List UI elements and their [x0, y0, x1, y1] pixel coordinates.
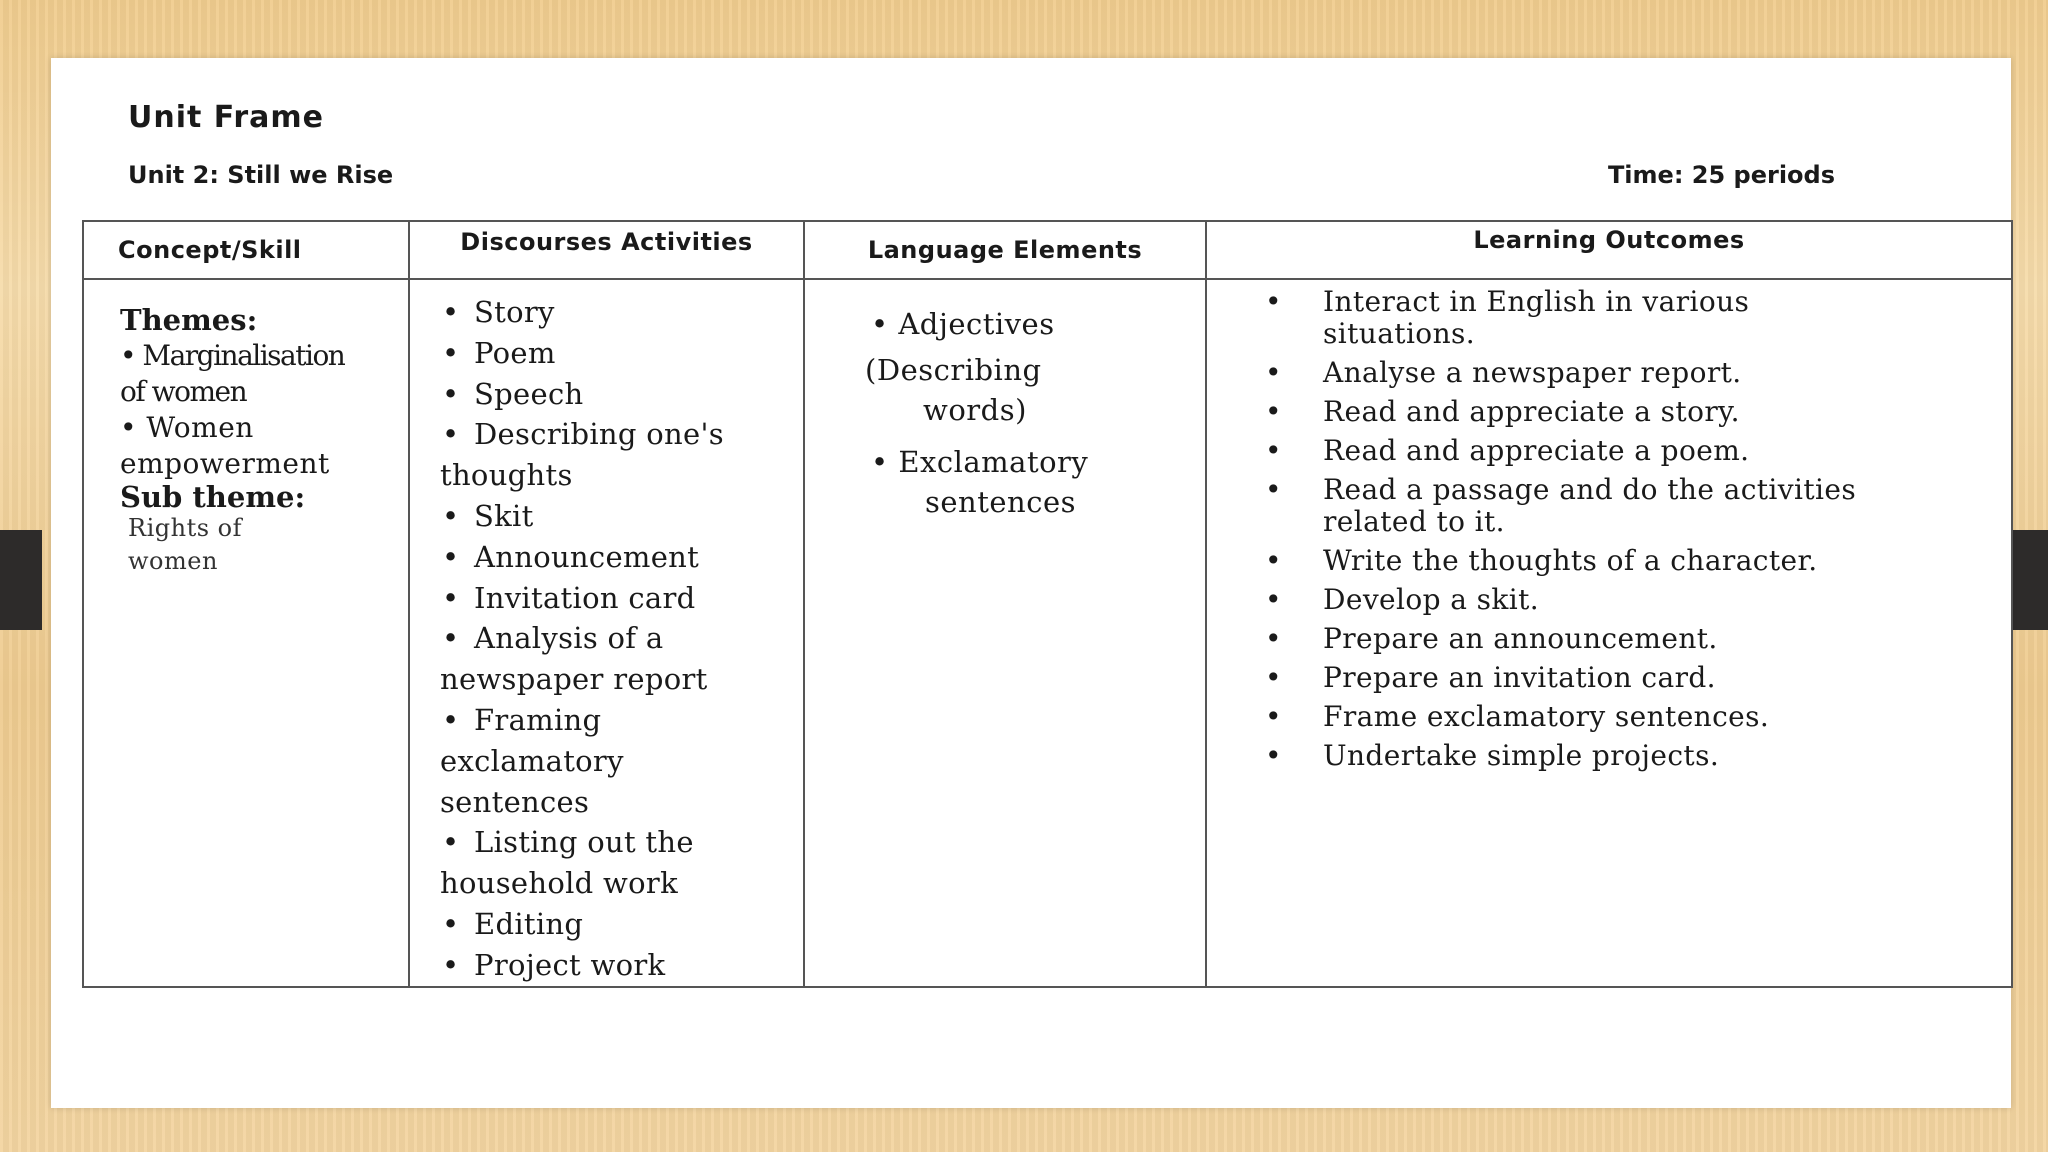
unit-frame-table	[82, 220, 2013, 988]
list-item: • Frame exclamatory sentences.	[1265, 700, 1770, 733]
learning-outcomes-cell	[1206, 279, 2012, 987]
document-title: Unit Frame	[128, 100, 325, 135]
sub-theme-label: Sub theme:	[120, 480, 306, 514]
list-item: • Write the thoughts of a character.	[1265, 544, 1818, 577]
sub-theme-line-1: Rights of	[128, 514, 242, 542]
concept-skill-cell	[83, 279, 409, 987]
list-item-continuation: sentences	[440, 784, 590, 819]
list-item-continuation: household work	[440, 866, 678, 901]
table-header-row	[83, 221, 2012, 279]
list-item: • Skit	[442, 498, 534, 533]
theme-empowerment-line-2: empowerment	[120, 447, 330, 480]
list-item: • Invitation card	[442, 580, 696, 615]
list-item: • Develop a skit.	[1265, 583, 1540, 616]
language-item-adjectives-cont-1: (Describing	[865, 353, 1042, 387]
sub-theme-line-2: women	[128, 547, 218, 575]
list-item: • Describing one's	[442, 417, 724, 452]
list-item: • Listing out the	[442, 825, 694, 860]
list-item: • Framing	[442, 702, 602, 737]
theme-marginalisation-line-1: • Marginalisation	[120, 339, 345, 372]
list-item: • Speech	[442, 376, 584, 411]
list-item: • Poem	[442, 335, 556, 370]
header-language-elements: Language Elements	[804, 221, 1206, 279]
list-item: • Interact in English in various situations.	[1265, 285, 1750, 350]
theme-empowerment-line-1: • Women	[120, 411, 254, 444]
language-item-adjectives: • Adjectives	[871, 307, 1055, 341]
list-item-continuation: exclamatory	[440, 743, 624, 778]
table-body-row	[83, 279, 2012, 987]
list-item: • Prepare an invitation card.	[1265, 661, 1716, 694]
list-item: • Prepare an announcement.	[1265, 622, 1718, 655]
header-concept-skill: Concept/Skill	[83, 221, 409, 279]
language-item-exclamatory-cont: sentences	[925, 485, 1077, 519]
list-item-continuation: newspaper report	[440, 662, 708, 697]
header-discourses-activities: Discourses Activities	[409, 221, 804, 279]
discourses-list	[440, 292, 793, 986]
unit-title: Unit 2: Still we Rise	[128, 161, 394, 189]
list-item: • Story	[442, 295, 555, 329]
list-item: • Project work	[442, 947, 666, 982]
list-item: • Undertake simple projects.	[1265, 739, 1720, 772]
list-item: • Read a passage and do the activities related to it.	[1265, 473, 1857, 538]
list-item: • Analyse a newspaper report.	[1265, 356, 1742, 389]
document-sheet	[51, 58, 2011, 1108]
list-item: • Editing	[442, 906, 584, 941]
outcomes-list	[1265, 286, 1991, 772]
list-item: • Announcement	[442, 539, 700, 574]
language-elements-cell	[804, 279, 1206, 987]
language-item-adjectives-cont-2: words)	[923, 393, 1027, 427]
themes-label: Themes:	[120, 303, 258, 337]
language-item-exclamatory: • Exclamatory	[871, 445, 1089, 479]
list-item: • Read and appreciate a story.	[1265, 395, 1740, 428]
left-edge-tab	[0, 530, 42, 630]
list-item: • Read and appreciate a poem.	[1265, 434, 1750, 467]
header-learning-outcomes: Learning Outcomes	[1206, 221, 2012, 279]
list-item: • Analysis of a	[442, 621, 664, 656]
time-periods: Time: 25 periods	[1607, 161, 1835, 189]
discourses-activities-cell	[409, 279, 804, 987]
theme-marginalisation-line-2: of women	[120, 375, 247, 408]
list-item-continuation: thoughts	[440, 458, 573, 493]
